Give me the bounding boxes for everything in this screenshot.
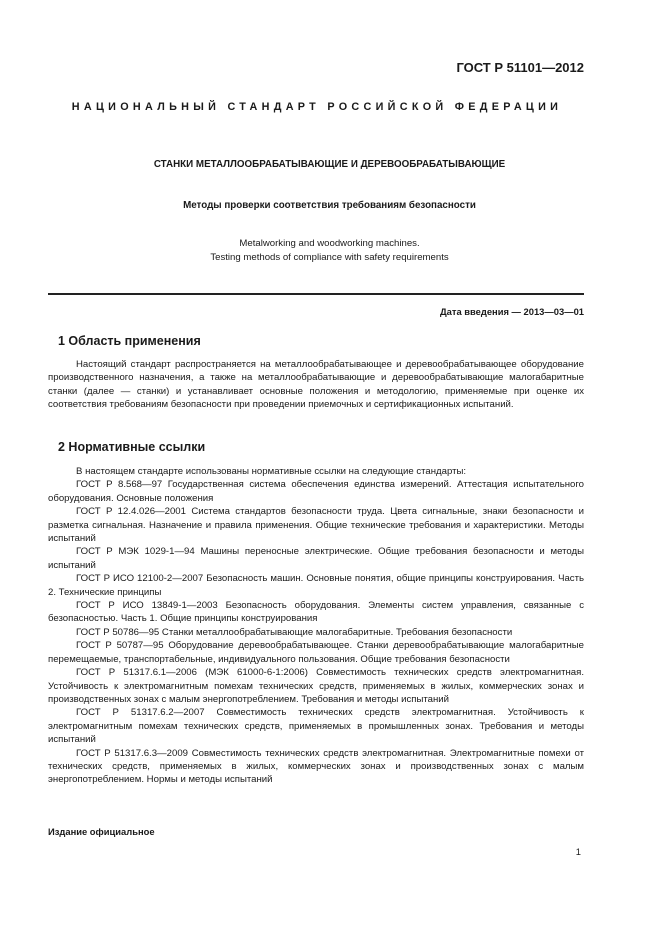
section-1-body — [48, 358, 584, 412]
document-title: СТАНКИ МЕТАЛЛООБРАБАТЫВАЮЩИЕ И ДЕРЕВООБРАБАТЫВАЮЩИЕ — [153, 159, 506, 170]
horizontal-rule — [48, 293, 584, 295]
reference-item: ГОСТ Р МЭК 1029-1—94 Машины переносные электрические. Общие требования безопасности и методы испытаний — [48, 546, 584, 571]
reference-item: ГОСТ Р 8.568—97 Государственная система обеспечения единства измерений. Аттестация испытательного оборудования. Основные положения — [48, 479, 584, 504]
paragraph: Настоящий стандарт распространяется на металлообрабатывающее и деревообрабатывающее оборудование производственного назначения, а также на металлообрабатывающие и деревообрабатывающие малогабаритные станки (далее — станки) и устанавливает основные положения и методологию, применяемые при оценке их соответствия требованиям безопасности при проведении приемочных и сертификационных испытаний. — [48, 359, 584, 411]
english-title-line-1: Metalworking and woodworking machines. — [239, 238, 420, 249]
english-title-line-2: Testing methods of compliance with safety requirements — [210, 252, 449, 263]
introduction-date: Дата введения — 2013—03—01 — [439, 306, 584, 317]
reference-item: ГОСТ Р ИСО 12100-2—2007 Безопасность машин. Основные понятия, общие принципы конструирования. Часть 2. Технические принципы — [48, 573, 584, 598]
page-number: 1 — [575, 846, 581, 857]
standard-designation: ГОСТ Р 51101—2012 — [456, 60, 584, 75]
national-standard-banner: НАЦИОНАЛЬНЫЙ СТАНДАРТ РОССИЙСКОЙ ФЕДЕРАЦИИ — [71, 101, 563, 113]
reference-item: ГОСТ Р 51317.6.1—2006 (МЭК 61000-6-1:2006) Совместимость технических средств электромагнитная. Устойчивость к электромагнитным помехам технических средств, применяемых в жилых, коммерческих зонах и производственных зонах с малым энергопотреблением. Требования и методы испытаний — [48, 667, 584, 705]
reference-item: ГОСТ Р 51317.6.3—2009 Совместимость технических средств электромагнитная. Электромагнитные помехи от технических средств, применяемых в жилых, коммерческих зонах и производственных зонах с малым энергопотреблением. Нормы и методы испытаний — [48, 747, 584, 786]
section-2-heading: 2 Нормативные ссылки — [58, 440, 206, 454]
reference-item: ГОСТ Р 50787—95 Оборудование деревообрабатывающее. Станки деревообрабатывающие малогабаритные перемещаемые, транспортабельные, индивидуального пользования. Общие требования безопасности — [48, 640, 584, 665]
official-edition-label: Издание официальное — [48, 826, 155, 837]
section-1-heading: 1 Область применения — [58, 334, 201, 348]
reference-item: ГОСТ Р 51317.6.2—2007 Совместимость технических средств электромагнитная. Устойчивость к электромагнитным помехам технических средств, применяемых в промышленных зонах. Требования и методы испытаний — [48, 707, 584, 746]
english-title — [48, 237, 611, 265]
section-2-body — [48, 465, 584, 787]
document-subtitle: Методы проверки соответствия требованиям безопасности — [183, 200, 476, 211]
reference-item: ГОСТ Р ИСО 13849-1—2003 Безопасность оборудования. Элементы систем управления, связанные с безопасностью. Часть 1. Общие принципы конструирования — [48, 600, 584, 625]
reference-item: ГОСТ Р 12.4.026—2001 Система стандартов безопасности труда. Цвета сигнальные, знаки безопасности и разметка сигнальная. Назначение и правила применения. Общие технические требования и характеристики. Методы испытаний — [48, 506, 584, 545]
paragraph: В настоящем стандарте использованы нормативные ссылки на следующие стандарты: — [76, 466, 467, 477]
reference-item: ГОСТ Р 50786—95 Станки металлообрабатывающие малогабаритные. Требования безопасности — [76, 626, 513, 638]
